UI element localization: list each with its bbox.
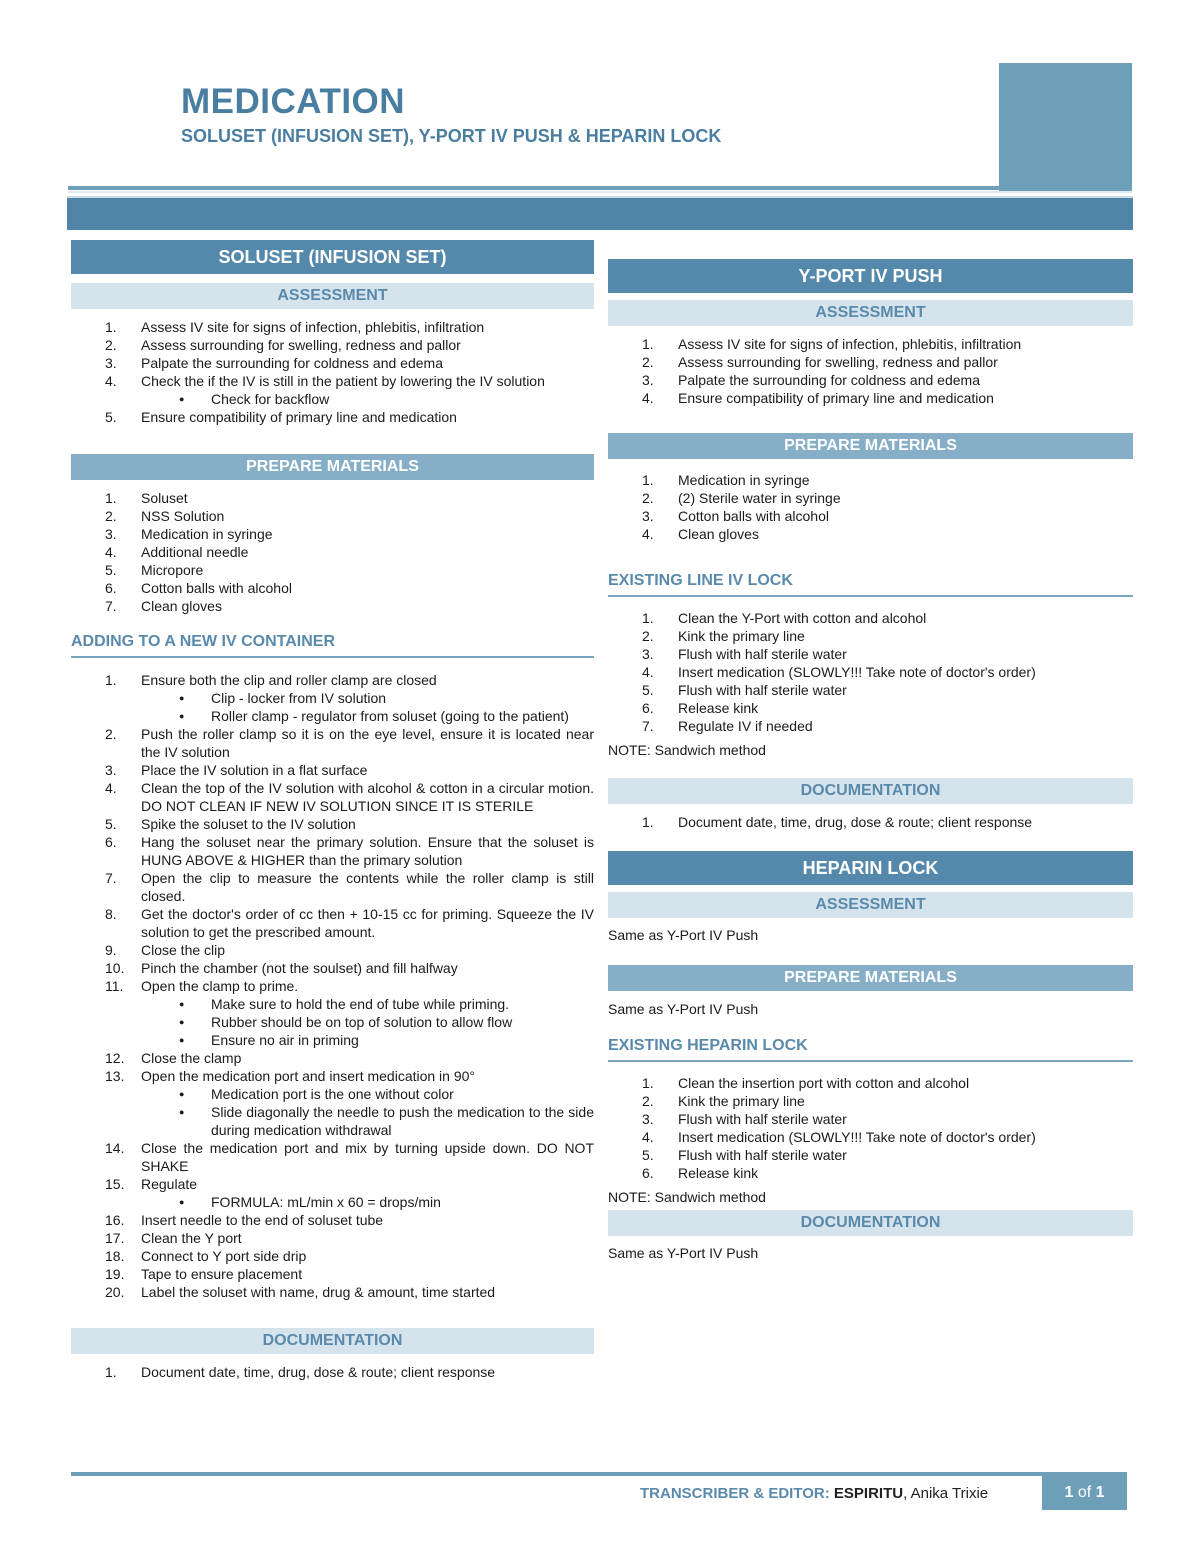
list-item-text: Assess surrounding for swelling, redness and pallor bbox=[678, 354, 998, 370]
list-item-text: Release kink bbox=[678, 1165, 759, 1181]
list-item bbox=[71, 1265, 594, 1283]
list-item bbox=[608, 489, 1133, 507]
list-item bbox=[608, 1110, 1133, 1128]
heparin-materials-text: Same as Y-Port IV Push bbox=[608, 1001, 759, 1017]
list-item-text: Push the roller clamp so it is on the eye level, ensure it is located near the IV solution bbox=[141, 726, 594, 760]
sub-bullet-list bbox=[71, 390, 594, 408]
sub-bullet-item: ● Clip - locker from IV solution bbox=[71, 689, 594, 707]
subsection-title-heparin-materials: PREPARE MATERIALS bbox=[608, 965, 1133, 991]
list-item-text: Close the clip bbox=[141, 942, 226, 958]
list-item-text: NSS Solution bbox=[141, 508, 225, 524]
list-item-number: 2. bbox=[642, 628, 654, 644]
list-item bbox=[71, 869, 594, 905]
list-item bbox=[608, 699, 1133, 717]
soluset-assessment-list bbox=[71, 318, 594, 426]
list-item bbox=[71, 489, 594, 507]
list-item bbox=[71, 336, 594, 354]
list-item-text: Assess IV site for signs of infection, phlebitis, infiltration bbox=[678, 336, 1022, 352]
list-item bbox=[71, 725, 594, 761]
list-item bbox=[71, 1049, 594, 1067]
list-item bbox=[608, 627, 1133, 645]
header-divider-light bbox=[68, 191, 1132, 193]
list-item-number: 7. bbox=[105, 598, 117, 614]
list-item-text: Ensure compatibility of primary line and medication bbox=[678, 390, 994, 406]
list-item-text: Insert needle to the end of soluset tube bbox=[141, 1212, 384, 1228]
list-item-number: 3. bbox=[105, 526, 117, 542]
list-item bbox=[71, 597, 594, 615]
list-item-number: 2. bbox=[642, 1093, 654, 1109]
subsection-title-existing-heparin: EXISTING HEPARIN LOCK bbox=[608, 1035, 1133, 1062]
subsection-title-yport-materials: PREPARE MATERIALS bbox=[608, 433, 1133, 459]
list-item-text: Flush with half sterile water bbox=[678, 1111, 847, 1127]
list-item-number: 3. bbox=[105, 355, 117, 371]
sub-bullet-item: ● Roller clamp - regulator from soluset (going to the patient) bbox=[71, 707, 594, 725]
list-item bbox=[71, 1139, 594, 1175]
list-item-text: Open the clip to measure the contents while the roller clamp is still closed. bbox=[141, 870, 594, 904]
page-sep: of bbox=[1073, 1484, 1096, 1501]
list-item-text: Clean gloves bbox=[678, 526, 759, 542]
existing-heparin-list bbox=[608, 1074, 1133, 1182]
yport-documentation-list bbox=[608, 813, 1133, 831]
list-item-number: 7. bbox=[105, 870, 117, 886]
list-item bbox=[71, 579, 594, 597]
list-item-number: 1. bbox=[105, 490, 117, 506]
soluset-documentation-list bbox=[71, 1363, 594, 1381]
sub-bullet-item: ● Check for backflow bbox=[71, 390, 594, 408]
list-item-text: Close the medication port and mix by turning upside down. DO NOT SHAKE bbox=[141, 1140, 594, 1174]
list-item-number: 3. bbox=[642, 372, 654, 388]
list-item-number: 2. bbox=[642, 354, 654, 370]
sub-bullet-item: ● Ensure no air in priming bbox=[71, 1031, 594, 1049]
list-item-text: Medication in syringe bbox=[141, 526, 273, 542]
section-title-heparin: HEPARIN LOCK bbox=[608, 851, 1133, 885]
list-item-number: 4. bbox=[105, 544, 117, 560]
list-item bbox=[608, 507, 1133, 525]
list-item bbox=[71, 1067, 594, 1139]
list-item bbox=[608, 813, 1133, 831]
list-item bbox=[71, 1229, 594, 1247]
list-item-text: Cotton balls with alcohol bbox=[678, 508, 829, 524]
footer-credit bbox=[640, 1485, 988, 1502]
subsection-title-assessment: ASSESSMENT bbox=[71, 283, 594, 309]
list-item-text: Clean the Y port bbox=[141, 1230, 242, 1246]
existing-line-note: NOTE: Sandwich method bbox=[608, 742, 766, 758]
list-item bbox=[71, 1283, 594, 1301]
list-item-number: 12. bbox=[105, 1050, 125, 1066]
list-item bbox=[71, 761, 594, 779]
list-item bbox=[71, 543, 594, 561]
list-item-text: (2) Sterile water in syringe bbox=[678, 490, 841, 506]
list-item-text: Flush with half sterile water bbox=[678, 682, 847, 698]
list-item bbox=[608, 371, 1133, 389]
list-item bbox=[608, 609, 1133, 627]
list-item-number: 1. bbox=[642, 336, 654, 352]
list-item-text: Check the if the IV is still in the patient by lowering the IV solution bbox=[141, 373, 545, 389]
list-item-number: 5. bbox=[105, 562, 117, 578]
list-item-number: 4. bbox=[642, 1129, 654, 1145]
list-item-number: 2. bbox=[105, 726, 117, 742]
list-item bbox=[71, 779, 594, 815]
section-title-yport: Y-PORT IV PUSH bbox=[608, 259, 1133, 293]
right-column bbox=[608, 259, 1133, 1262]
list-item bbox=[71, 815, 594, 833]
page-subtitle: SOLUSET (INFUSION SET), Y-PORT IV PUSH & HEPARIN LOCK bbox=[181, 126, 722, 146]
list-item-text: Get the doctor's order of cc then + 10-15 cc for priming. Squeeze the IV solution to get the prescribed amount. bbox=[141, 906, 594, 940]
list-item-text: Additional needle bbox=[141, 544, 249, 560]
list-item bbox=[71, 561, 594, 579]
list-item-text: Flush with half sterile water bbox=[678, 1147, 847, 1163]
list-item-number: 13. bbox=[105, 1068, 125, 1084]
list-item bbox=[608, 645, 1133, 663]
list-item bbox=[71, 1363, 594, 1381]
list-item bbox=[71, 1211, 594, 1229]
list-item bbox=[71, 408, 594, 426]
list-item-number: 3. bbox=[642, 1111, 654, 1127]
sub-bullet-item: ● Rubber should be on top of solution to allow flow bbox=[71, 1013, 594, 1031]
page-number bbox=[1042, 1476, 1127, 1510]
list-item-text: Document date, time, drug, dose & route; client response bbox=[678, 814, 1033, 830]
list-item-number: 7. bbox=[642, 718, 654, 734]
yport-assessment-list bbox=[608, 335, 1133, 407]
list-item bbox=[71, 318, 594, 336]
list-item-text: Kink the primary line bbox=[678, 628, 805, 644]
list-item bbox=[71, 525, 594, 543]
list-item-number: 16. bbox=[105, 1212, 125, 1228]
sub-bullet-item: ● Medication port is the one without color bbox=[71, 1085, 594, 1103]
list-item-number: 17. bbox=[105, 1230, 125, 1246]
sub-bullet-list bbox=[71, 995, 594, 1049]
list-item bbox=[608, 663, 1133, 681]
list-item-number: 14. bbox=[105, 1140, 125, 1156]
list-item bbox=[71, 1247, 594, 1265]
list-item bbox=[608, 681, 1133, 699]
list-item-number: 3. bbox=[642, 646, 654, 662]
list-item-number: 3. bbox=[105, 762, 117, 778]
list-item-text: Assess surrounding for swelling, redness and pallor bbox=[141, 337, 461, 353]
page-total: 1 bbox=[1095, 1484, 1105, 1501]
footer-divider bbox=[71, 1472, 1127, 1476]
list-item-number: 2. bbox=[105, 508, 117, 524]
list-item-number: 9. bbox=[105, 942, 117, 958]
list-item bbox=[71, 941, 594, 959]
list-item bbox=[608, 525, 1133, 543]
list-item bbox=[608, 1146, 1133, 1164]
header-corner-block bbox=[999, 63, 1132, 191]
list-item-number: 1. bbox=[642, 472, 654, 488]
list-item bbox=[608, 1128, 1133, 1146]
header-band bbox=[67, 196, 1133, 230]
list-item bbox=[71, 833, 594, 869]
subsection-title-documentation: DOCUMENTATION bbox=[71, 1328, 594, 1354]
list-item bbox=[608, 353, 1133, 371]
list-item-number: 1. bbox=[105, 319, 117, 335]
list-item-text: Kink the primary line bbox=[678, 1093, 805, 1109]
list-item bbox=[608, 1074, 1133, 1092]
list-item-text: Open the medication port and insert medication in 90° bbox=[141, 1068, 476, 1084]
list-item-text: Soluset bbox=[141, 490, 188, 506]
list-item-number: 10. bbox=[105, 960, 125, 976]
subsection-title-yport-assessment: ASSESSMENT bbox=[608, 300, 1133, 326]
list-item-text: Medication in syringe bbox=[678, 472, 810, 488]
list-item-number: 19. bbox=[105, 1266, 125, 1282]
list-item-text: Close the clamp bbox=[141, 1050, 242, 1066]
soluset-adding-list bbox=[71, 671, 594, 1301]
list-item-number: 20. bbox=[105, 1284, 125, 1300]
list-item-text: Cotton balls with alcohol bbox=[141, 580, 292, 596]
list-item-number: 2. bbox=[642, 490, 654, 506]
list-item-text: Ensure compatibility of primary line and medication bbox=[141, 409, 457, 425]
list-item-text: Palpate the surrounding for coldness and edema bbox=[141, 355, 443, 371]
list-item-number: 1. bbox=[105, 1364, 117, 1380]
existing-line-list bbox=[608, 609, 1133, 735]
list-item bbox=[71, 959, 594, 977]
list-item-text: Release kink bbox=[678, 700, 759, 716]
list-item-number: 4. bbox=[105, 780, 117, 796]
list-item-text: Document date, time, drug, dose & route; client response bbox=[141, 1364, 496, 1380]
list-item-text: Clean the insertion port with cotton and alcohol bbox=[678, 1075, 970, 1091]
list-item-number: 6. bbox=[105, 834, 117, 850]
list-item-number: 11. bbox=[105, 978, 124, 994]
list-item-text: Clean the Y-Port with cotton and alcohol bbox=[678, 610, 927, 626]
list-item-number: 4. bbox=[642, 664, 654, 680]
subsection-title-existing-line: EXISTING LINE IV LOCK bbox=[608, 570, 1133, 597]
list-item bbox=[71, 1175, 594, 1211]
existing-heparin-note: NOTE: Sandwich method bbox=[608, 1189, 766, 1205]
soluset-materials-list bbox=[71, 489, 594, 615]
list-item bbox=[608, 389, 1133, 407]
list-item bbox=[71, 671, 594, 725]
sub-bullet-item: ● Slide diagonally the needle to push the medication to the side during medication withdrawal bbox=[71, 1103, 594, 1139]
subsection-title-adding: ADDING TO A NEW IV CONTAINER bbox=[71, 631, 594, 658]
page-current: 1 bbox=[1064, 1484, 1074, 1501]
list-item bbox=[608, 335, 1133, 353]
list-item-text: Palpate the surrounding for coldness and edema bbox=[678, 372, 980, 388]
list-item-text: Insert medication (SLOWLY!!! Take note of doctor's order) bbox=[678, 664, 1036, 680]
list-item-text: Label the soluset with name, drug & amount, time started bbox=[141, 1284, 496, 1300]
yport-materials-list bbox=[608, 471, 1133, 543]
list-item-number: 18. bbox=[105, 1248, 125, 1264]
footer-credit-given: , Anika Trixie bbox=[903, 1485, 989, 1502]
list-item-text: Tape to ensure placement bbox=[141, 1266, 303, 1282]
list-item bbox=[71, 977, 594, 1049]
header-divider bbox=[68, 186, 1000, 190]
list-item-text: Regulate bbox=[141, 1176, 198, 1192]
list-item-text: Ensure both the clip and roller clamp are closed bbox=[141, 672, 437, 688]
page-title: MEDICATION bbox=[181, 82, 406, 121]
footer-credit-surname: ESPIRITU bbox=[833, 1485, 904, 1502]
list-item-number: 5. bbox=[105, 816, 117, 832]
section-title-soluset: SOLUSET (INFUSION SET) bbox=[71, 240, 594, 274]
list-item-number: 8. bbox=[105, 906, 117, 922]
list-item bbox=[608, 1092, 1133, 1110]
list-item-text: Insert medication (SLOWLY!!! Take note of doctor's order) bbox=[678, 1129, 1036, 1145]
list-item bbox=[71, 507, 594, 525]
list-item-text: Flush with half sterile water bbox=[678, 646, 847, 662]
list-item-number: 4. bbox=[105, 373, 117, 389]
list-item bbox=[608, 471, 1133, 489]
list-item-number: 4. bbox=[642, 526, 654, 542]
sub-bullet-list bbox=[71, 1193, 594, 1211]
list-item-number: 5. bbox=[642, 682, 654, 698]
list-item-number: 2. bbox=[105, 337, 117, 353]
list-item-number: 6. bbox=[642, 1165, 654, 1181]
list-item-text: Spike the soluset to the IV solution bbox=[141, 816, 356, 832]
list-item bbox=[71, 905, 594, 941]
list-item-number: 6. bbox=[105, 580, 117, 596]
subsection-title-materials: PREPARE MATERIALS bbox=[71, 454, 594, 480]
list-item bbox=[71, 372, 594, 408]
list-item bbox=[608, 1164, 1133, 1182]
list-item-number: 1. bbox=[642, 610, 654, 626]
list-item-text: Connect to Y port side drip bbox=[141, 1248, 307, 1264]
list-item-number: 5. bbox=[105, 409, 117, 425]
list-item-number: 1. bbox=[105, 672, 117, 688]
list-item-number: 3. bbox=[642, 508, 654, 524]
heparin-documentation-text: Same as Y-Port IV Push bbox=[608, 1245, 759, 1261]
list-item-text: Clean the top of the IV solution with alcohol & cotton in a circular motion. DO NOT CLEAN IF NEW IV SOLUTION SINCE IT IS STERILE bbox=[141, 780, 594, 814]
list-item-text: Place the IV solution in a flat surface bbox=[141, 762, 368, 778]
list-item-number: 1. bbox=[642, 1075, 654, 1091]
subsection-title-heparin-documentation: DOCUMENTATION bbox=[608, 1210, 1133, 1236]
list-item-text: Clean gloves bbox=[141, 598, 222, 614]
sub-bullet-list bbox=[71, 1085, 594, 1139]
footer-credit-label: TRANSCRIBER & EDITOR: bbox=[640, 1485, 830, 1502]
list-item-number: 1. bbox=[642, 814, 654, 830]
list-item-text: Hang the soluset near the primary solution. Ensure that the soluset is HUNG ABOVE & HIGHER than the primary solution bbox=[141, 834, 594, 868]
list-item-number: 5. bbox=[642, 1147, 654, 1163]
list-item bbox=[608, 717, 1133, 735]
list-item-text: Open the clamp to prime. bbox=[141, 978, 299, 994]
list-item bbox=[71, 354, 594, 372]
subsection-title-heparin-assessment: ASSESSMENT bbox=[608, 892, 1133, 918]
heparin-assessment-text: Same as Y-Port IV Push bbox=[608, 927, 759, 943]
list-item-number: 4. bbox=[642, 390, 654, 406]
list-item-text: Regulate IV if needed bbox=[678, 718, 813, 734]
list-item-number: 6. bbox=[642, 700, 654, 716]
list-item-text: Micropore bbox=[141, 562, 204, 578]
list-item-text: Assess IV site for signs of infection, phlebitis, infiltration bbox=[141, 319, 485, 335]
sub-bullet-item: ● Make sure to hold the end of tube while priming. bbox=[71, 995, 594, 1013]
left-column bbox=[71, 240, 594, 1381]
list-item-text: Pinch the chamber (not the soulset) and fill halfway bbox=[141, 960, 458, 976]
sub-bullet-list bbox=[71, 689, 594, 725]
subsection-title-yport-documentation: DOCUMENTATION bbox=[608, 778, 1133, 804]
sub-bullet-item: ● FORMULA: mL/min x 60 = drops/min bbox=[71, 1193, 594, 1211]
list-item-number: 15. bbox=[105, 1176, 125, 1192]
